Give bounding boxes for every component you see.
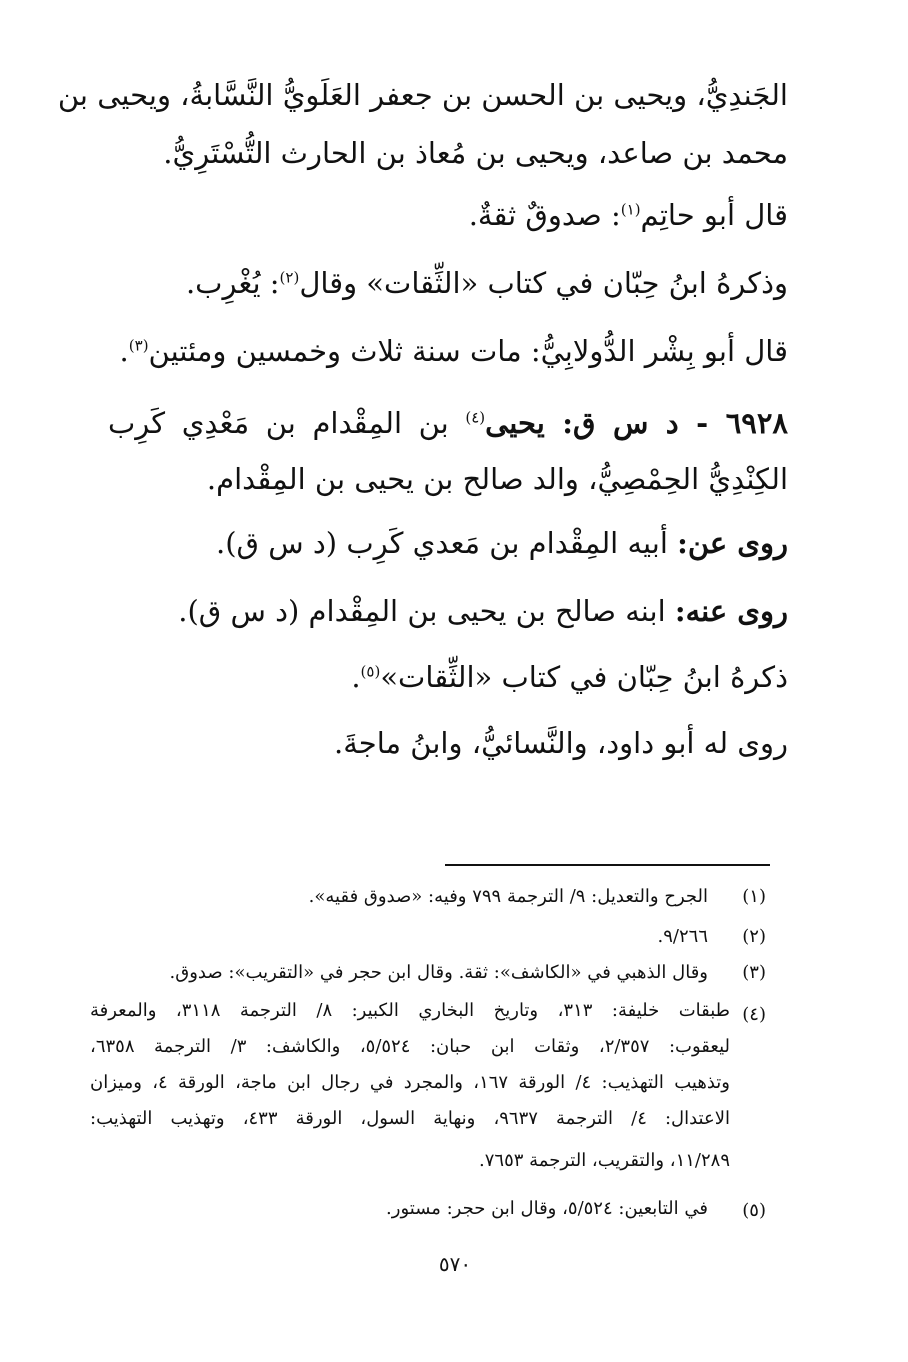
footnote-divider xyxy=(445,864,770,866)
text-span: بن المِقْدام بن مَعْدِي كَرِب xyxy=(108,406,466,440)
text-span: . xyxy=(351,660,361,694)
footnote-text: الاعتدال: ٤/ الترجمة ٩٦٣٧، ونهاية السول، الورقة ٤٣٣، وتهذيب التهذيب: xyxy=(90,1108,730,1129)
text-span: قال أبو حاتِم xyxy=(640,198,788,232)
footnote-text: ليعقوب: ٢/٣٥٧، وثقات ابن حبان: ٥/٥٢٤، والكاشف: ٣/ الترجمة ٦٣٥٨، xyxy=(90,1036,730,1057)
footnote-number: (٣) xyxy=(742,962,766,983)
footnote-number: (٢) xyxy=(742,926,766,947)
footnote-text: الجرح والتعديل: ٩/ الترجمة ٧٩٩ وفيه: «صدوق فقيه». xyxy=(308,886,708,907)
text-line xyxy=(108,266,788,300)
text-line: محمد بن صاعد، ويحيى بن مُعاذ بن الحارث التُّسْتَرِيُّ. xyxy=(163,136,788,170)
text-span: : يُغْرِب. xyxy=(185,266,280,300)
footnote-text: ٩/٢٦٦. xyxy=(657,926,708,947)
text-span: قال أبو بِشْر الدُّولابِيُّ: مات سنة ثلاث وخمسين ومئتين xyxy=(148,334,788,368)
footnote-text: وتذهيب التهذيب: ٤/ الورقة ١٦٧، والمجرد في رجال ابن ماجة، الورقة ٤، وميزان xyxy=(90,1072,730,1093)
footnote-text: ١١/٢٨٩، والتقريب، الترجمة ٧٦٥٣. xyxy=(479,1150,730,1171)
footnote-ref[interactable]: (٢) xyxy=(279,268,300,287)
text-span: . xyxy=(119,334,129,368)
footnote-ref[interactable]: (١) xyxy=(620,200,641,219)
footnote-number: (١) xyxy=(742,886,766,907)
entry-heading-line xyxy=(108,406,788,440)
text-line: الجَندِيُّ، ويحيى بن الحسن بن جعفر العَلَويُّ النَّسَّابةُ، ويحيى بن xyxy=(57,78,788,112)
label-rawa-anhu: روى عنه: xyxy=(674,594,788,628)
text-span: ذكرهُ ابنُ حِبّان في كتاب «الثِّقات» xyxy=(380,660,788,694)
text-line xyxy=(108,334,788,368)
text-line xyxy=(108,594,788,628)
text-line xyxy=(108,198,788,232)
entry-number: ٦٩٢٨ - د س ق: يحيى xyxy=(485,406,788,440)
text-span: وذكرهُ ابنُ حِبّان في كتاب «الثِّقات» وقال xyxy=(299,266,788,300)
text-span: ابنه صالح بن يحيى بن المِقْدام (د س ق). xyxy=(178,594,675,628)
footnote-ref[interactable]: (٥) xyxy=(360,662,381,681)
footnote-text: في التابعين: ٥/٥٢٤، وقال ابن حجر: مستور. xyxy=(386,1198,708,1219)
page-number: ٥٧٠ xyxy=(438,1252,472,1276)
text-line xyxy=(108,660,788,694)
footnote-text: طبقات خليفة: ٣١٣، وتاريخ البخاري الكبير: ٨/ الترجمة ٣١١٨، والمعرفة xyxy=(90,1000,730,1021)
label-rawa-an: روى عن: xyxy=(677,526,788,560)
footnote-ref[interactable]: (٣) xyxy=(128,336,149,355)
text-span: أبيه المِقْدام بن مَعدي كَرِب (د س ق). xyxy=(216,526,678,560)
text-line xyxy=(108,526,788,560)
footnote-number: (٤) xyxy=(742,1004,766,1025)
text-line: الكِنْدِيُّ الحِمْصِيُّ، والد صالح بن يحيى بن المِقْدام. xyxy=(206,462,788,496)
footnote-text: وقال الذهبي في «الكاشف»: ثقة. وقال ابن حجر في «التقريب»: صدوق. xyxy=(169,962,708,983)
text-span: : صدوقٌ ثقةٌ. xyxy=(468,198,621,232)
text-line: روى له أبو داود، والنَّسائيُّ، وابنُ ماجةَ. xyxy=(334,726,788,760)
footnote-number: (٥) xyxy=(742,1200,766,1221)
footnote-ref[interactable]: (٤) xyxy=(465,408,486,427)
